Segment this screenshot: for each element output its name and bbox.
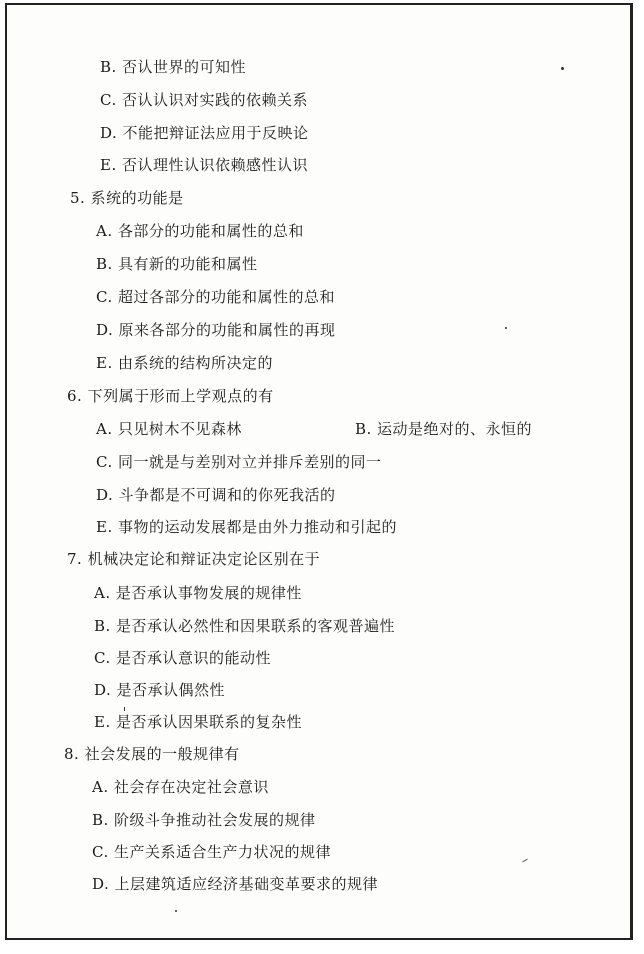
q5-option-d: D. 原来各部分的功能和属性的再现 <box>96 321 336 339</box>
q5-option-e: E. 由系统的结构所决定的 <box>96 354 273 372</box>
q4-option-b: B. 否认世界的可知性 <box>100 58 247 76</box>
q7-option-c: C. 是否承认意识的能动性 <box>94 649 271 667</box>
scan-speck <box>175 910 177 912</box>
q5-option-c: C. 超过各部分的功能和属性的总和 <box>96 288 335 306</box>
q5-stem: 5. 系统的功能是 <box>70 189 184 207</box>
q8-option-b: B. 阶级斗争推动社会发展的规律 <box>92 811 316 829</box>
q6-option-a: A. 只见树木不见森林 <box>96 420 242 438</box>
q6-option-b: B. 运动是绝对的、永恒的 <box>355 420 533 438</box>
q6-option-e: E. 事物的运动发展都是由外力推动和引起的 <box>96 518 397 536</box>
q4-option-e: E. 否认理性认识依赖感性认识 <box>100 156 308 174</box>
q8-stem: 8. 社会发展的一般规律有 <box>64 745 240 763</box>
q8-option-d: D. 上层建筑适应经济基础变革要求的规律 <box>92 875 379 893</box>
q8-option-a: A. 社会存在决定社会意识 <box>92 778 269 796</box>
q7-option-b: B. 是否承认必然性和因果联系的客观普遍性 <box>94 617 396 635</box>
q5-option-a: A. 各部分的功能和属性的总和 <box>96 222 304 240</box>
q8-option-c: C. 生产关系适合生产力状况的规律 <box>92 843 331 861</box>
q7-option-e: E. 是否承认因果联系的复杂性 <box>94 713 302 731</box>
q6-option-c: C. 同一就是与差别对立并排斥差别的同一 <box>96 453 382 471</box>
scan-speck <box>124 707 125 711</box>
q7-stem: 7. 机械决定论和辩证决定论区别在于 <box>67 550 321 568</box>
scan-speck <box>505 327 507 329</box>
q6-stem: 6. 下列属于形而上学观点的有 <box>67 387 274 405</box>
q7-option-d: D. 是否承认偶然性 <box>94 681 226 699</box>
q4-option-d: D. 不能把辩证法应用于反映论 <box>100 124 309 142</box>
q7-option-a: A. 是否承认事物发展的规律性 <box>94 584 302 602</box>
q6-option-d: D. 斗争都是不可调和的你死我活的 <box>96 486 336 504</box>
scan-speck <box>561 67 564 70</box>
q5-option-b: B. 具有新的功能和属性 <box>96 255 258 273</box>
exam-page <box>5 3 633 940</box>
q4-option-c: C. 否认认识对实践的依赖关系 <box>100 91 308 109</box>
